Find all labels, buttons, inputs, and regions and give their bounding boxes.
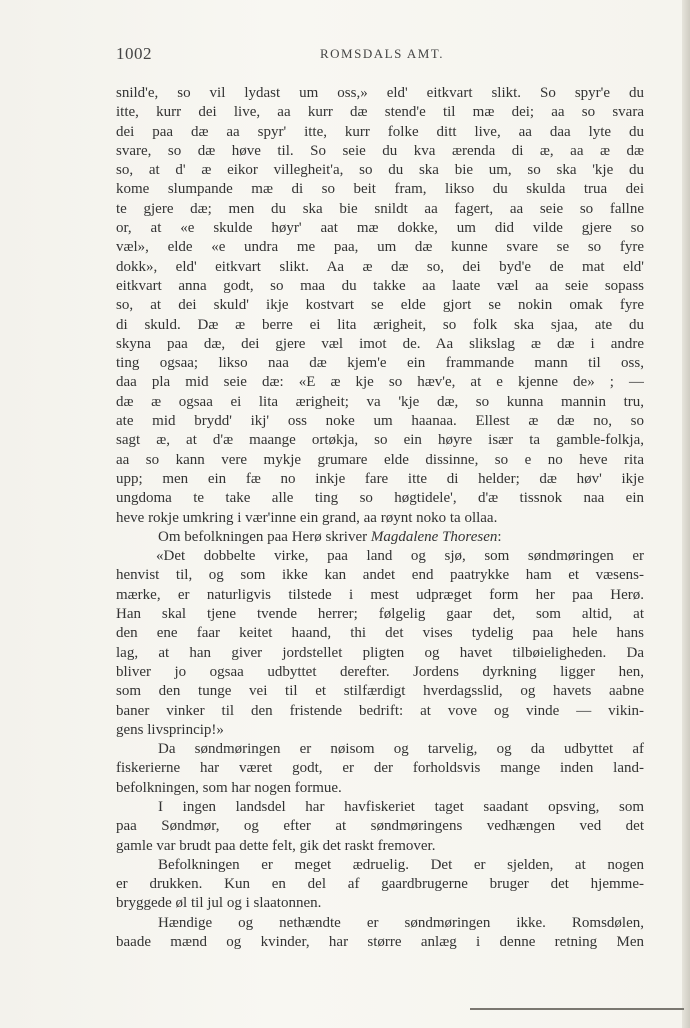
- author-intro-text: Om befolkningen paa Herø skriver: [158, 528, 371, 545]
- text-line: kome slumpande mæ di so beit fram, likso du skulda trua dei: [116, 181, 644, 198]
- page-edge-shadow: [682, 0, 690, 1028]
- text-line: fiskerierne har været godt, er der forholdsvis mange inden land-: [116, 760, 644, 777]
- text-line: baner vinker til den fristende bedrift: at vove og vinde — vikin-: [116, 702, 644, 719]
- author-suffix: :: [497, 528, 502, 545]
- text-line: paa Søndmør, og efter at søndmøringens vedhængen ved det: [116, 818, 644, 835]
- text-line: er drukken. Kun en del af gaardbrugerne bruger det hjemme-: [116, 876, 644, 893]
- text-line: itte, kurr dei live, aa kurr dæ stend'e til mæ dei; aa so svara: [116, 104, 644, 121]
- text-line: Befolkningen er meget ædruelig. Det er sjelden, at nogen: [158, 856, 644, 873]
- text-line: skyna paa dæ, dei gjere væl imot de. Aa slikslag æ dæ i andre: [116, 335, 644, 352]
- running-title: ROMSDALS AMT.: [320, 46, 445, 61]
- text-line: so, at d' æ eikor villegheit'a, so du ska bie um, so ska 'kje du: [116, 162, 644, 179]
- text-line: upp; men ein fæ no inkje fare itte di helder; dæ høv' ikje: [116, 470, 644, 487]
- text-line: bliver jo ogsaa udbyttet derefter. Jordens dyrkning ligger hen,: [116, 663, 644, 680]
- text-line: aa so kann vere mykje grumare elde dissinne, so e no heve rita: [116, 451, 644, 468]
- text-line: ungdoma te take alle ting so høgtidele', d'æ tissnok naa ein: [116, 490, 644, 507]
- bottom-rule: [470, 1008, 684, 1010]
- text-line: gamle var brudt paa dette felt, gik det raskt fremover.: [116, 837, 436, 854]
- text-line: henvist til, og som ikke kan andet end paatrykke ham et væsens-: [116, 567, 644, 584]
- text-line: bryggede øl til jul og i slaatonnen.: [116, 895, 322, 912]
- text-line: Hændige og nethændte er søndmøringen ikke. Romsdølen,: [158, 914, 644, 931]
- text-line: lag, at han giver jordstellet pligten og havet tilbøieligheden. Da: [116, 644, 644, 661]
- text-line: te gjere dæ; men du ska bie snildt aa fagert, aa seie so fallne: [116, 200, 644, 217]
- text-line: dokk», eld' eitkvart slikt. Aa æ dæ so, dei byd'e de mat eld': [116, 258, 644, 275]
- text-line: væl», elde «e undra me paa, um dæ kunne svare se so fyre: [116, 239, 644, 256]
- text-line: sagt æ, at d'æ maange ortøkja, so ein høyre især ta gamble-folkja,: [116, 432, 644, 449]
- text-line: dei paa dæ aa spyr' itte, kurr folke ditt live, aa daa lyte du: [116, 123, 644, 140]
- text-line: ting ogsaa; likso naa dæ kjem'e ein frammande mann til oss,: [116, 355, 644, 372]
- text-line: Da søndmøringen er nøisom og tarvelig, og da udbyttet af: [158, 741, 644, 758]
- text-line: baade mænd og kvinder, har større anlæg i denne retning Men: [116, 934, 644, 951]
- text-line: svare, so dæ høve til. So seie du kva ærenda di æ, aa æ dæ: [116, 142, 644, 159]
- text-line: «Det dobbelte virke, paa land og sjø, som søndmøringen er: [156, 548, 644, 565]
- text-line: ate mid brydd' ikj' oss noke um haanaa. Ellest æ dæ no, so: [116, 413, 644, 430]
- text-line: eitkvart anna godt, so maa du takke aa laate væl aa seie sopass: [116, 277, 644, 294]
- text-line: dæ æ ogsaa ei lita ærigheit; va 'kje dæ, so kunna mannin tru,: [116, 393, 644, 410]
- text-line: heve rokje umkring i vær'inne ein grand, aa røynt noko ta ollaa.: [116, 509, 498, 526]
- text-line: snild'e, so vil lydast um oss,» eld' eitkvart slikt. So spyr'e du: [116, 85, 644, 101]
- text-line-author-intro: [116, 528, 644, 547]
- text-line: daa pla mid seie dæ: «E æ kje so hæv'e, at e kjenne de» ; —: [116, 374, 644, 391]
- author-name: Magdalene Thoresen: [370, 528, 498, 545]
- text-line: den ene faar keitet haand, thi det vises tydelig paa hele hans: [116, 625, 644, 642]
- body-text: [116, 84, 644, 952]
- text-line: mærke, er naturligvis tilstede i mest udpræget form her paa Herø.: [116, 586, 644, 603]
- text-line: I ingen landsdel har havfiskeriet taget saadant opsving, som: [158, 798, 644, 815]
- text-line: befolkningen, som har nogen formue.: [116, 779, 342, 796]
- page-header: [116, 44, 644, 64]
- page-number: 1002: [116, 44, 152, 63]
- text-line: so, at dei skuld' ikje kostvart se elde gjort se nokin omak fyre: [116, 297, 644, 314]
- text-line: or, at «e skulde høyr' aat mæ dokke, um did vilde gjere so: [116, 220, 644, 237]
- text-line: som den tunge vei til et stilfærdigt hverdagsslid, og havets aabne: [116, 683, 644, 700]
- text-line: gens livsprincip!»: [116, 721, 224, 738]
- text-line: Han skal tjene tvende herrer; følgelig gaar det, som altid, at: [116, 606, 644, 623]
- text-line: di skuld. Dæ æ berre ei lita ærigheit, so folk ska sjaa, ate du: [116, 316, 644, 333]
